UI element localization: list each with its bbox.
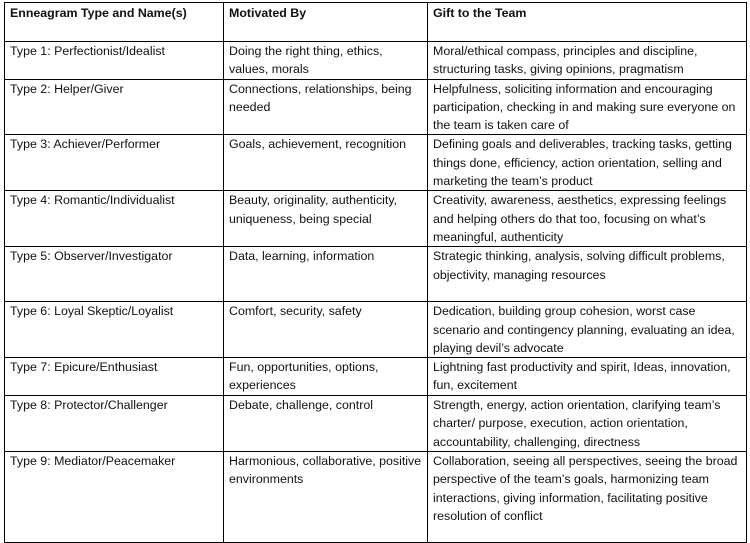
table-row bbox=[5, 358, 747, 396]
motivated-cell: Beauty, originality, authenticity, uniqueness, being special bbox=[224, 191, 428, 247]
gift-cell: Strength, energy, action orientation, clarifying team’s charter/ purpose, execution, action orientation, accountability, challenging, directness bbox=[428, 396, 747, 452]
gift-cell: Moral/ethical compass, principles and discipline, structuring tasks, giving opinions, pragmatism bbox=[428, 42, 747, 80]
gift-cell: Defining goals and deliverables, tracking tasks, getting things done, efficiency, action orientation, selling and marketing the team’s product bbox=[428, 135, 747, 191]
type-cell: Type 3: Achiever/Performer bbox=[5, 135, 224, 191]
table-row bbox=[5, 247, 747, 302]
type-cell: Type 5: Observer/Investigator bbox=[5, 247, 224, 302]
table-row bbox=[5, 135, 747, 191]
enneagram-table bbox=[4, 2, 747, 543]
table-row bbox=[5, 79, 747, 135]
gift-cell: Lightning fast productivity and spirit, Ideas, innovation, fun, excitement bbox=[428, 358, 747, 396]
motivated-cell: Harmonious, collaborative, positive environments bbox=[224, 452, 428, 543]
type-cell: Type 7: Epicure/Enthusiast bbox=[5, 358, 224, 396]
motivated-cell: Fun, opportunities, options, experiences bbox=[224, 358, 428, 396]
type-cell: Type 2: Helper/Giver bbox=[5, 79, 224, 135]
type-cell: Type 4: Romantic/Individualist bbox=[5, 191, 224, 247]
header-motivated-by: Motivated By bbox=[224, 3, 428, 42]
motivated-cell: Comfort, security, safety bbox=[224, 302, 428, 358]
table-row bbox=[5, 396, 747, 452]
table-row bbox=[5, 42, 747, 80]
gift-cell: Helpfulness, soliciting information and encouraging participation, checking in and making sure everyone on the team is taken care of bbox=[428, 79, 747, 135]
type-cell: Type 9: Mediator/Peacemaker bbox=[5, 452, 224, 543]
gift-cell: Strategic thinking, analysis, solving difficult problems, objectivity, managing resources bbox=[428, 247, 747, 302]
table-row bbox=[5, 191, 747, 247]
gift-cell: Dedication, building group cohesion, worst case scenario and contingency planning, evaluating an idea, playing devil’s advocate bbox=[428, 302, 747, 358]
table-row bbox=[5, 302, 747, 358]
motivated-cell: Debate, challenge, control bbox=[224, 396, 428, 452]
header-type-name: Enneagram Type and Name(s) bbox=[5, 3, 224, 42]
header-gift: Gift to the Team bbox=[428, 3, 747, 42]
header-row bbox=[5, 3, 747, 42]
table-row bbox=[5, 452, 747, 543]
motivated-cell: Connections, relationships, being needed bbox=[224, 79, 428, 135]
gift-cell: Creativity, awareness, aesthetics, expressing feelings and helping others do that too, focusing on what’s meaningful, authenticity bbox=[428, 191, 747, 247]
type-cell: Type 1: Perfectionist/Idealist bbox=[5, 42, 224, 80]
gift-cell: Collaboration, seeing all perspectives, seeing the broad perspective of the team’s goals, harmonizing team interactions, giving information, facilitating positive resolution of conflict bbox=[428, 452, 747, 543]
motivated-cell: Doing the right thing, ethics, values, morals bbox=[224, 42, 428, 80]
motivated-cell: Goals, achievement, recognition bbox=[224, 135, 428, 191]
type-cell: Type 8: Protector/Challenger bbox=[5, 396, 224, 452]
motivated-cell: Data, learning, information bbox=[224, 247, 428, 302]
type-cell: Type 6: Loyal Skeptic/Loyalist bbox=[5, 302, 224, 358]
